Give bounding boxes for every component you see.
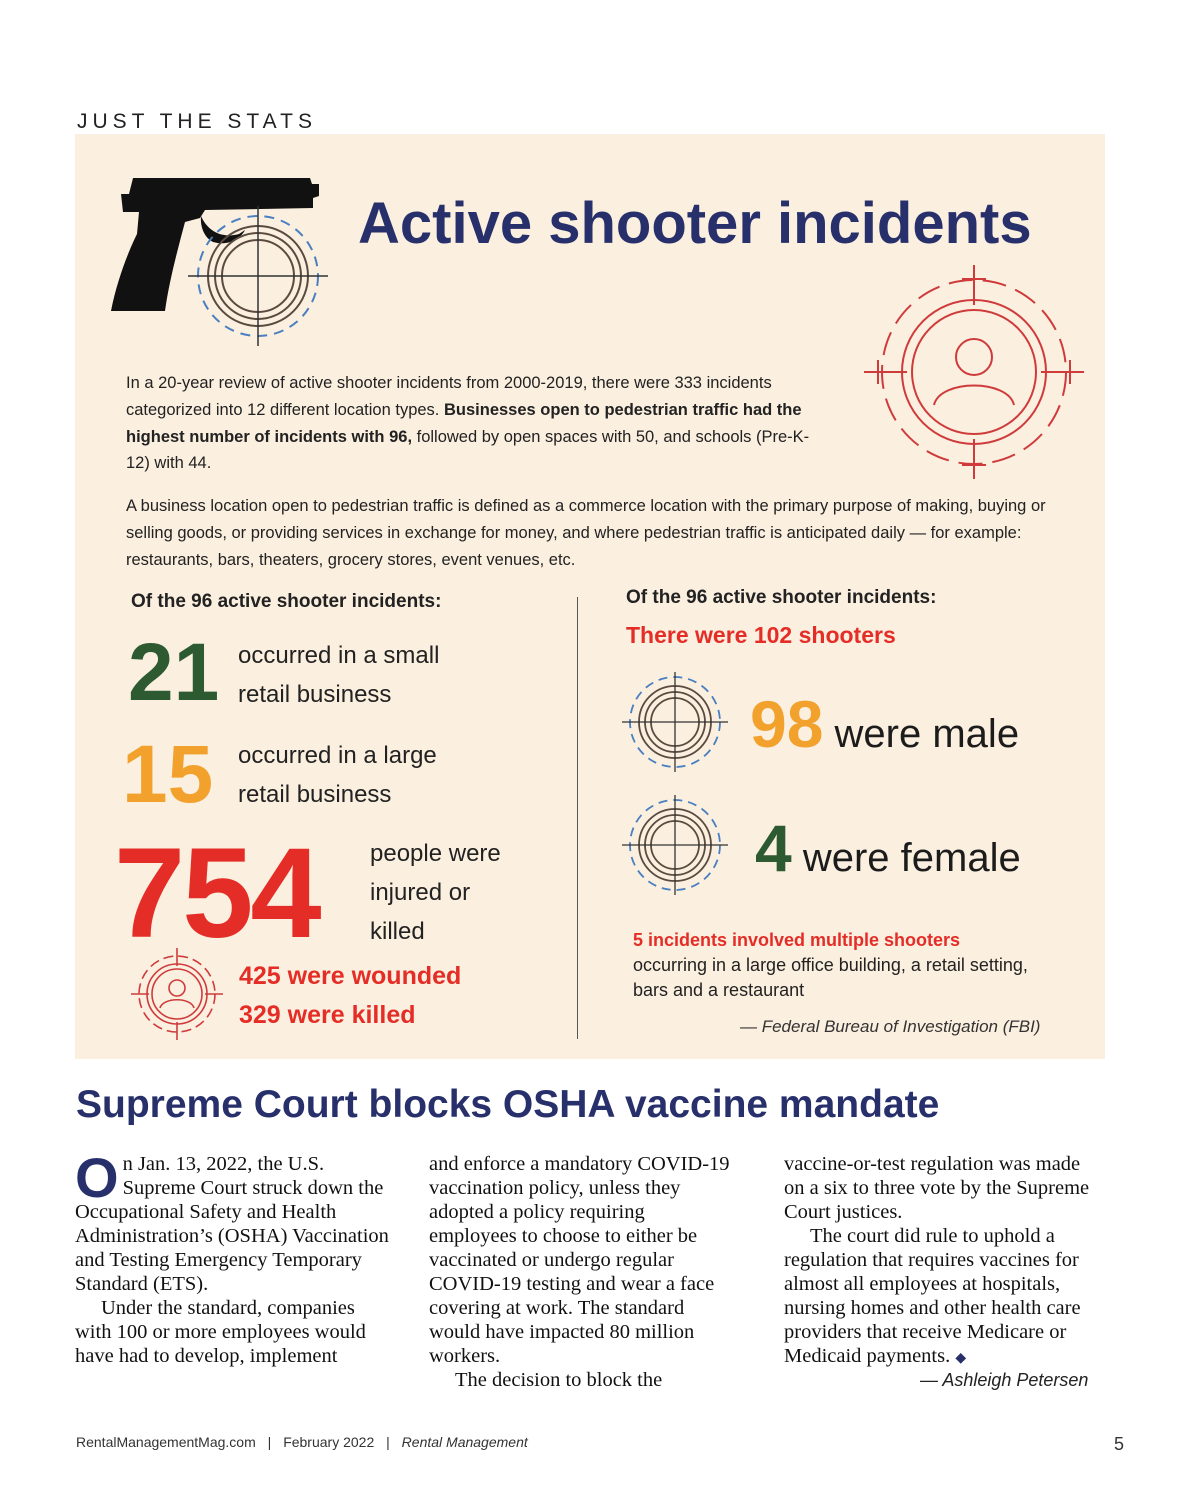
large-retail-line2: retail business	[238, 781, 392, 808]
article-column-3	[784, 1152, 1104, 1370]
section-label: JUST THE STATS	[77, 110, 317, 133]
casualties-line2: injured or	[370, 879, 471, 906]
small-retail-line1: occurred in a small	[238, 642, 440, 669]
intro-text-1: In a 20-year review of active shooter incidents from 2000-2019, there were 333 incidents categorized into 12 different location types.	[126, 374, 772, 419]
wounded-count: 425 were wounded	[239, 962, 462, 990]
intro-paragraph	[126, 370, 831, 477]
footer-separator: |	[386, 1434, 390, 1450]
definition-paragraph: A business location open to pedestrian traffic is defined as a commerce location with the primary purpose of making, buying or selling goods, or providing services in exchange for money, and where pedestrian traffic is anticipated daily — for example: restaurants, bars, theaters, grocery stores, event venues, etc.	[126, 497, 1046, 569]
male-count: 98	[750, 687, 824, 761]
right-heading: Of the 96 active shooter incidents:	[626, 587, 937, 608]
crosshair-icon	[183, 206, 333, 346]
col3-paragraph-2: The court did rule to uphold a regulation that requires vaccines for almost all employees at hospitals, nursing homes and other health care providers that receive Medicare or Medicaid payments.	[784, 1225, 1081, 1367]
end-mark-icon: ◆	[955, 1350, 967, 1366]
casualties-line3: killed	[370, 918, 425, 945]
casualties-count: 754	[114, 822, 319, 965]
male-stat	[750, 686, 1019, 762]
multiple-shooters-note	[633, 928, 1053, 1003]
shooters-total: There were 102 shooters	[626, 622, 896, 648]
drop-cap: O	[75, 1146, 119, 1209]
page-number: 5	[1114, 1434, 1125, 1454]
column-divider	[577, 597, 578, 1039]
multiple-shooters-heading: 5 incidents involved multiple shooters	[633, 930, 961, 950]
left-heading: Of the 96 active shooter incidents:	[131, 591, 442, 612]
small-retail-desc	[238, 636, 439, 714]
crosshair-icon-female	[622, 795, 728, 895]
crosshair-icon-male	[622, 672, 728, 772]
small-retail-line2: retail business	[238, 681, 392, 708]
article-author: — Ashleigh Petersen	[920, 1370, 1089, 1390]
large-retail-desc	[238, 736, 437, 814]
infographic-title: Active shooter incidents	[358, 191, 1032, 256]
target-person-icon	[862, 265, 1087, 480]
large-retail-line1: occurred in a large	[238, 742, 437, 769]
page-footer	[76, 1434, 528, 1450]
footer-date: February 2022	[283, 1434, 375, 1450]
multiple-shooters-text: occurring in a large office building, a retail setting, bars and a restaurant	[633, 955, 1028, 1000]
small-retail-count: 21	[128, 627, 220, 718]
killed-count: 329 were killed	[239, 1001, 416, 1029]
intro-text-2: followed by open spaces with 50, and schools (Pre-K-12) with 44.	[126, 427, 810, 473]
col3-paragraph-1: vaccine-or-test regulation was made on a six to three vote by the Supreme Court justices.	[784, 1153, 1090, 1223]
female-stat	[755, 810, 1021, 886]
target-person-icon-small	[129, 948, 225, 1040]
casualties-line1: people were	[370, 840, 501, 867]
female-count: 4	[755, 811, 792, 885]
col2-paragraph-2: The decision to block the	[455, 1369, 663, 1391]
female-label: were female	[802, 836, 1021, 880]
col1-paragraph-1: n Jan. 13, 2022, the U.S. Supreme Court struck down the Occupational Safety and Health Administration’s (OSHA) Vaccination and Testing Emergency Temporary Standard (ETS).	[75, 1153, 389, 1295]
footer-site-link[interactable]: RentalManagementMag.com	[76, 1434, 256, 1450]
intro-highlight: Businesses open to pedestrian traffic had the highest number of incidents with 96,	[126, 400, 802, 446]
large-retail-count: 15	[122, 729, 214, 820]
footer-separator: |	[267, 1434, 272, 1450]
male-label: were male	[834, 712, 1020, 756]
article-column-2	[429, 1152, 734, 1392]
col1-paragraph-2: Under the standard, companies with 100 or more employees would have had to develop, implement	[75, 1297, 366, 1367]
article-column-1	[75, 1146, 393, 1368]
article-headline: Supreme Court blocks OSHA vaccine mandate	[76, 1083, 940, 1126]
source-credit: — Federal Bureau of Investigation (FBI)	[740, 1017, 1041, 1036]
col2-paragraph-1: and enforce a mandatory COVID-19 vaccination policy, unless they adopted a policy requiring employees to choose to either be vaccinated or undergo regular COVID-19 testing and wear a face covering at work. The standard would have impacted 80 million workers.	[429, 1153, 730, 1367]
footer-publication: Rental Management	[401, 1434, 528, 1450]
casualties-desc	[370, 834, 501, 951]
